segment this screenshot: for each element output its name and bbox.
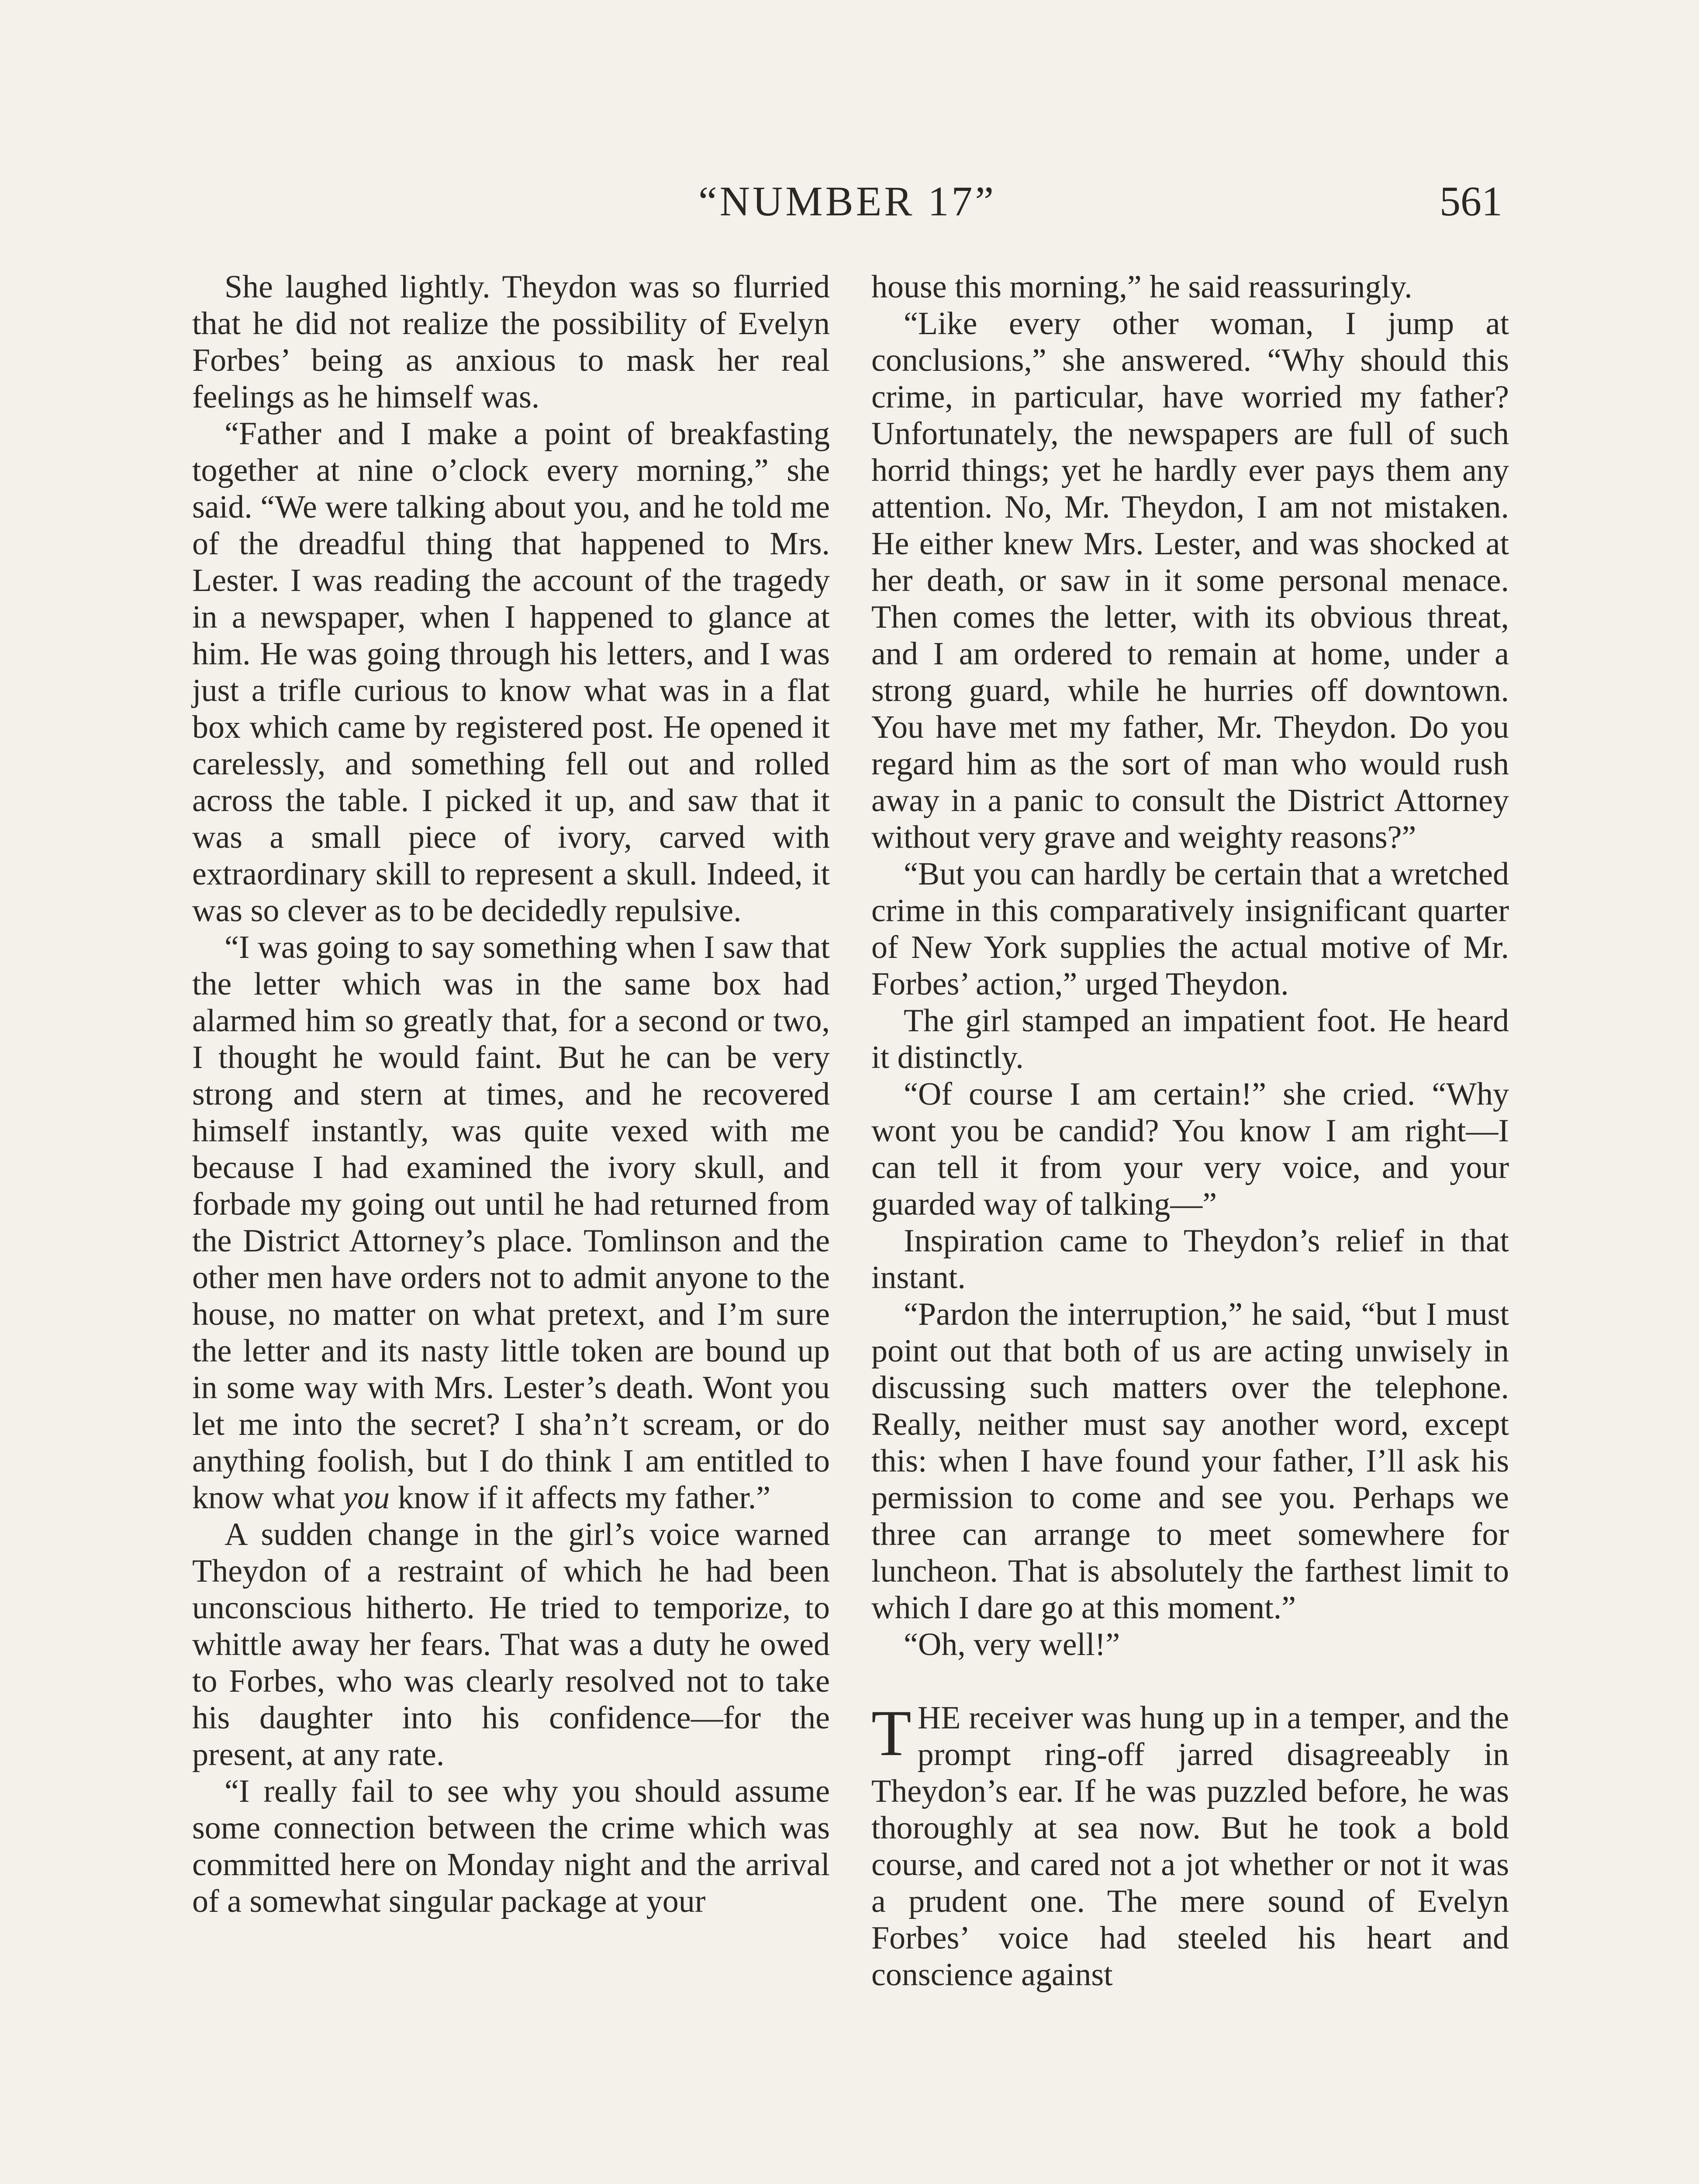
paragraph: She laughed lightly. Theydon was so flurried that he did not realize the possibility of Evelyn Forbes’ being as anxious to mask her real feelings as he himself was. <box>192 269 830 415</box>
paragraph: house this morning,” he said reassuringly. <box>871 269 1412 305</box>
paragraph: “I really fail to see why you should assume some connection between the crime which was committed here on Monday night and the arrival of a somewhat singular package at your <box>192 1773 830 1919</box>
paragraph-text: HE receiver was hung up in a temper, and the prompt ring-off jarred disagreeably in Theydon’s ear. If he was puzzled before, he was thoroughly at sea now. But he took a bold course, and cared not a jot whether or not it was a prudent one. The mere sound of Evelyn Forbes’ voice had steeled his heart and conscience against <box>871 1700 1509 1993</box>
section-paragraph <box>871 1697 1509 1993</box>
drop-cap: T <box>871 1697 912 1769</box>
page-header <box>192 177 1502 229</box>
paragraph: “Pardon the interruption,” he said, “but I must point out that both of us are acting unwisely in discussing such matters over the telephone. Really, neither must say another word, except this: when I have found your father, I’ll ask his permission to come and see you. Perhaps we three can arrange to meet somewhere for luncheon. That is absolutely the farthest limit to which I dare go at this moment.” <box>871 1296 1509 1626</box>
paragraph-text: know if it affects my father.” <box>397 1480 771 1516</box>
running-title: “NUMBER 17” <box>698 178 996 225</box>
paragraph: Inspiration came to Theydon’s relief in that instant. <box>871 1223 1509 1296</box>
paragraph: A sudden change in the girl’s voice warned Theydon of a restraint of which he had been unconscious hitherto. He tried to temporize, to whittle away her fears. That was a duty he owed to Forbes, who was clearly resolved not to take his daughter into his confidence—for the present, at any rate. <box>192 1517 830 1773</box>
paragraph <box>192 929 830 1516</box>
right-column <box>871 269 1509 1993</box>
paragraph: “Father and I make a point of breakfasting together at nine o’clock every morning,” she said. “We were talking about you, and he told me of the dreadful thing that happened to Mrs. Lester. I was reading the account of the tragedy in a newspaper, when I happened to glance at him. He was going through his letters, and I was just a trifle curious to know what was in a flat box which came by registered post. He opened it carelessly, and something fell out and rolled across the table. I picked it up, and saw that it was a small piece of ivory, carved with extraordinary skill to represent a skull. Indeed, it was so clever as to be decidedly repulsive. <box>192 416 830 929</box>
emphasized-word: you <box>343 1480 390 1516</box>
paragraph: “But you can hardly be certain that a wretched crime in this comparatively insignificant quarter of New York supplies the actual motive of Mr. Forbes’ action,” urged Theydon. <box>871 856 1509 1002</box>
paragraph-text: “I was going to say something when I saw that the letter which was in the same box had alarmed him so greatly that, for a second or two, I thought he would faint. But he can be very strong and stern at times, and he recovered himself instantly, was quite vexed with me because I had examined the ivory skull, and forbade my going out until he had returned from the District Attorney’s place. Tomlinson and the other men have orders not to admit anyone to the house, no matter on what pretext, and I’m sure the letter and its nasty little token are bound up in some way with Mrs. Lester’s death. Wont you let me into the secret? I sha’n’t scream, or do anything foolish, but I do think I am entitled to know what <box>192 930 830 1516</box>
page-number: 561 <box>1440 178 1502 225</box>
paragraph: “Of course I am certain!” she cried. “Why wont you be candid? You know I am right—I can tell it from your very voice, and your guarded way of talking—” <box>871 1076 1509 1222</box>
paragraph: “Like every other woman, I jump at conclusions,” she answered. “Why should this crime, in particular, have worried my father? Unfortunately, the newspapers are full of such horrid things; yet he hardly ever pays them any attention. No, Mr. Theydon, I am not mistaken. He either knew Mrs. Lester, and was shocked at her death, or saw in it some personal menace. Then comes the letter, with its obvious threat, and I am ordered to remain at home, under a strong guard, while he hurries off downtown. You have met my father, Mr. Theydon. Do you regard him as the sort of man who would rush away in a panic to consult the District Attorney without very grave and weighty reasons?” <box>871 306 1509 855</box>
left-column <box>192 269 830 1920</box>
paragraph: The girl stamped an impatient foot. He heard it distinctly. <box>871 1003 1509 1075</box>
paragraph: “Oh, very well!” <box>904 1627 1120 1662</box>
